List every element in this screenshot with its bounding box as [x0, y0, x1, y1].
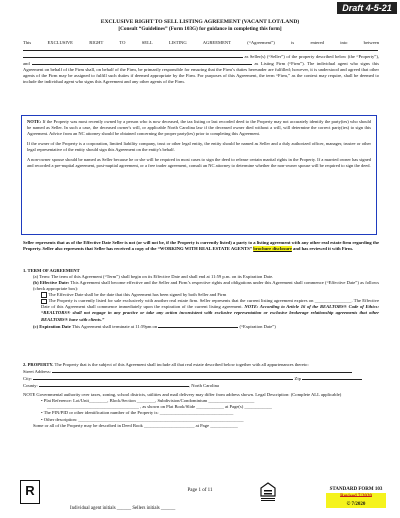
revised-date: © 7/2020: [326, 501, 386, 508]
property-text: The Property that is the subject of this Agreement shall include all that real estate described below together with all appurtenances thereto:: [54, 362, 309, 367]
draft-badge: Draft 4-5-21: [337, 2, 397, 14]
form-info: [326, 486, 386, 508]
street-field[interactable]: [52, 368, 352, 373]
pin-row: • The PIN/PID or other identification number of the Property is: ________________________________: [41, 410, 234, 416]
expiration-date-field[interactable]: [158, 323, 238, 328]
document-title: EXCLUSIVE RIGHT TO SELL LISTING AGREEMENT (VACANT LOT/LAND): [100, 19, 300, 25]
seller-representation: [23, 240, 379, 252]
seller-rep-text-a: Seller represents that as of the Effective Date Seller is not (or will not be, if the Property is currently listed) a party to a listing agreement with any other real estate firm regarding the Property. Seller also represents that Seller has received a copy of the “WORKING WITH REAL ESTATE AGENTS”: [23, 240, 379, 252]
document-subtitle: [Consult “Guidelines” (Form 103G) for guidance in completing this form]: [118, 26, 282, 32]
note-p1: [27, 119, 371, 137]
intro-seller: as Seller(s) (“Seller”) of the property described below (the “Property”), and: [23, 54, 380, 67]
effective-option-1-checkbox[interactable]: [41, 292, 47, 298]
page-number: Page 1 of 11: [187, 488, 213, 493]
intro-paragraph: [23, 40, 379, 85]
term-paragraph: (a) Term: The term of this Agreement (“Term”) shall begin on its Effective Date and shall end at 11:59 p.m. on its Expiration Date.: [33, 274, 274, 280]
county-row: [23, 382, 379, 389]
effective-option-2-text: The Property is currently listed for sale exclusively with another real estate firm. Seller represents that the current listing agreement expires on ________________. The Effective Date of this Agreement shall commence immediately upon the expiration of the current listing agreement.: [41, 298, 379, 310]
effective-date-paragraph: [23, 280, 379, 292]
party-name-line[interactable]: [23, 46, 378, 51]
intro-firm: as Listing Firm (“Firm”). The individual agent who signs this Agreement on behalf of the Firm shall, on behalf of the Firm, be primarily responsible for ensuring that the Firm’s duties hereunder are fulfilled; however, it is understood and agreed that other agents of the Firm may be assigned to fulfill such duties if deemed appropriate by the Firm. For purposes of this Agreement, the term “Firm,” as the context may require, shall be deemed to include the individual agent who signs this Agreement and any other agents of the Firm.: [23, 61, 379, 85]
city-field[interactable]: [33, 375, 293, 380]
plat-reference: • Plat Reference: Lot/Unit________, Block/Section ________, Subdivision/Condominium ____________________: [41, 398, 255, 404]
note-box: [21, 115, 377, 235]
expiration-date-suffix: (“Expiration Date”): [239, 323, 276, 329]
note-label: NOTE:: [27, 119, 42, 124]
seller-name-line[interactable]: [23, 53, 243, 58]
section-1: [23, 268, 379, 330]
expiration-date-label: (c) Expiration Date: [33, 323, 71, 329]
other-description: • Other description: ________________________________________________________________________: [41, 416, 244, 422]
realtor-logo: R: [20, 480, 40, 504]
note-p1-text: If the Property was most recently owned by a person who is now deceased, the tax listing or last recorded deed to the Property may not accurately identify the party(ies) who should be named as Seller. In such a case, the deceased owner's will, or applicable North Carolina law if the deceased owner died without a will, will determine the correct party(ies) to sign this Agreement. Advice from an NC attorney should be obtained concerning the proper party(ies) prior to completing this Agreement.: [27, 119, 371, 136]
section-2-heading: 2. PROPERTY.: [23, 362, 54, 367]
pin-text: The PIN/PID or other identification number of the Property is: ________________________________: [43, 410, 234, 416]
county-label: County:: [23, 383, 38, 389]
state-text: , North Carolina: [188, 383, 219, 389]
revised-strikethrough: Revised 7/2020: [326, 493, 386, 500]
deed-book-row: Some or all of the Property may be described in Deed Book ______________________ at Page ____________: [33, 422, 238, 428]
zip-label: Zip: [294, 376, 301, 382]
ethics-note: NOTE: According to Article 16 of the REALTORS® Code of Ethics: “REALTORS® shall not engage in any practice or take any action inconsistent with exclusive representation or exclusive brokerage relationship agreements that other REALTORS® have with clients.”: [41, 304, 379, 322]
expiration-date-row: [23, 323, 379, 330]
street-row: [23, 368, 379, 375]
note-p2: If the owner of the Property is a corporation, limited liability company, trust or other legal entity, the entity should be named as Seller and a duly authorized officer, manager, trustee or other legal representative of the entity should sign this Agreement on the entity's behalf.: [27, 140, 371, 152]
intro-part1: This EXCLUSIVE RIGHT TO SELL LISTING AGREEMENT (“Agreement”) is entered into between: [23, 40, 379, 45]
plat-book: ________________________________________ , as shown on Plat Book/Slide ____________ at Page(s) ____________: [47, 404, 272, 410]
seller-rep-text-b: and has reviewed it with Firm.: [293, 246, 353, 252]
expiration-date-text: This Agreement shall terminate at 11:59pm on: [71, 323, 158, 329]
effective-date-text: This Agreement shall become effective and the Seller and Firm’s respective rights and obligations under this Agreement shall commence (“Effective Date”) as follows (check appropriate box):: [33, 280, 379, 292]
city-row: [23, 375, 379, 382]
zip-field[interactable]: [302, 375, 362, 380]
effective-option-1-text: The Effective Date shall be the date that this Agreement has been signed by both Seller and Firm: [48, 292, 227, 298]
city-label: City:: [23, 376, 33, 382]
county-field[interactable]: [39, 382, 189, 387]
legal-note: NOTE Governmental authority over taxes, zoning, school districts, utilities and mail delivery may differ from address shown. Legal Description: (Complete ALL applicable): [23, 392, 342, 398]
other-description-text: Other description: ________________________________________________________________________: [43, 416, 244, 422]
street-label: Street Address:: [23, 369, 51, 375]
seller-rep-highlight: brochure disclosure: [253, 246, 292, 252]
equal-housing-icon: [260, 482, 276, 502]
effective-option-2-checkbox[interactable]: [41, 299, 47, 305]
note-p3: A non-owner spouse should be named as Seller because he or she will be required in most cases to sign the deed to release certain marital rights in the Property. If a married owner has signed and recorded a pre-nuptial agreement, post-nuptial agreement, or a free trader agreement, consult an NC attorney to determine whether the non-owner spouse will be required to sign the deed.: [27, 156, 371, 168]
plat-reference-text: Plat Reference: Lot/Unit________, Block/Section ________, Subdivision/Condominium ____________________: [43, 398, 255, 404]
section-2: [23, 362, 379, 429]
section-1-heading: 1. TERM OF AGREEMENT: [23, 268, 80, 273]
effective-date-label: (b) Effective Date:: [33, 280, 70, 286]
firm-name-line[interactable]: [32, 60, 252, 65]
effective-option-2: [23, 298, 379, 322]
initials-line[interactable]: Individual agent initials ______ Sellers initials ______: [70, 506, 176, 511]
form-number: STANDARD FORM 103: [329, 487, 383, 492]
